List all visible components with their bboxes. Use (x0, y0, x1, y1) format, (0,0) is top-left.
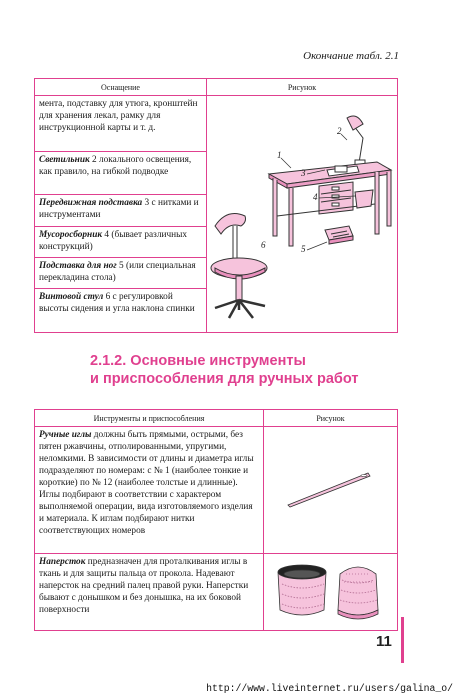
term-thimble: Наперсток (39, 557, 86, 567)
cell-text: 3 с нитками и инструментами (39, 198, 199, 221)
table-caption: Окончание табл. 2.1 (303, 50, 399, 62)
section-title (90, 352, 358, 388)
section-title-line-1: 2.1.2. Основные инструменты (90, 353, 306, 369)
cell-text: 5 (или специальная перекладина стола) (39, 261, 196, 284)
page-number: 11 (376, 633, 392, 650)
table-cell (35, 258, 207, 289)
source-url: http://www.liveinternet.ru/users/galina_o/ (206, 683, 453, 694)
thimble-closed-drawing (338, 567, 378, 619)
col-header-equipment: Оснащение (35, 79, 207, 96)
equipment-table (34, 78, 398, 333)
sewing-workplace-illustration (207, 96, 397, 332)
table-cell (35, 554, 264, 631)
figure-label-2: 2 (337, 126, 342, 136)
table-cell (35, 427, 264, 554)
section-title-line-2: и приспособления для ручных работ (90, 371, 359, 387)
figure-label-3: 3 (301, 168, 306, 178)
table-row (35, 427, 398, 554)
needle-figure-cell (264, 427, 398, 554)
table-cell (35, 226, 207, 257)
figure-label-6: 6 (261, 240, 266, 250)
cell-text: мента, подставку для утюга, кронштейн для хранения лекал, рамку для инструкционной карты и т. д. (39, 99, 198, 133)
figure-label-4: 4 (313, 192, 318, 202)
cell-text: предназначен для проталкивания иглы в ткань и для защиты пальца от прокола. Надевают наперсток на средний палец правой руки. Наперстки бывают с донышком и без донышка, на их боковой поверхности (39, 557, 249, 615)
table-cell (35, 195, 207, 226)
figure-label-5: 5 (301, 244, 306, 254)
cell-text: 2 локального освещения, как правило, на гибкой подводке (39, 154, 192, 177)
figure-label-1: 1 (277, 150, 282, 160)
swivel-chair-drawing (211, 214, 267, 318)
col-header-figure: Рисунок (264, 410, 398, 427)
term-stand: Передвижная подставка (39, 198, 143, 209)
page-number-bar (401, 617, 404, 663)
lamp-drawing (347, 116, 365, 165)
table-cell (35, 96, 207, 152)
table-row (35, 96, 398, 152)
thimble-illustration (264, 554, 394, 630)
table-cell (35, 151, 207, 195)
table-cell (35, 289, 207, 333)
term-bin: Мусоросборник (39, 229, 103, 240)
footrest-drawing (325, 226, 353, 244)
thimble-open-drawing (278, 565, 326, 615)
cell-text: должны быть прямыми, острыми, без пятен ржавчины, отполированными, упругими, неломкими. В зависимости от длины и диаметра иглы подразделяют по номерам: с № 1 (наиболее тонкие и короткие) по № 12 (наиболее толстые и длинные). Иглы подбирают в соответствии с характером выполняемой операции, вида изготовляемого изделия и материала. К иглам подбирают нитки соответствующих номеров (39, 430, 254, 536)
tools-table (34, 409, 398, 631)
term-lamp: Светильник (39, 154, 90, 165)
cell-text: 6 с регулировкой высоты сидения и угла наклона спинки (39, 292, 195, 315)
cell-text: 4 (бывает различных конструкций) (39, 229, 187, 252)
table-header-row (35, 410, 398, 427)
needle-illustration (264, 427, 394, 547)
col-header-figure: Рисунок (207, 79, 398, 96)
workplace-figure-cell (207, 96, 398, 333)
term-footrest: Подставка для ног (39, 261, 117, 272)
col-header-tools: Инструменты и приспособления (35, 410, 264, 427)
term-needles: Ручные иглы (39, 430, 92, 440)
table-header-row (35, 79, 398, 96)
table-row (35, 554, 398, 631)
thimble-figure-cell (264, 554, 398, 631)
term-chair: Винтовой стул (39, 292, 104, 303)
